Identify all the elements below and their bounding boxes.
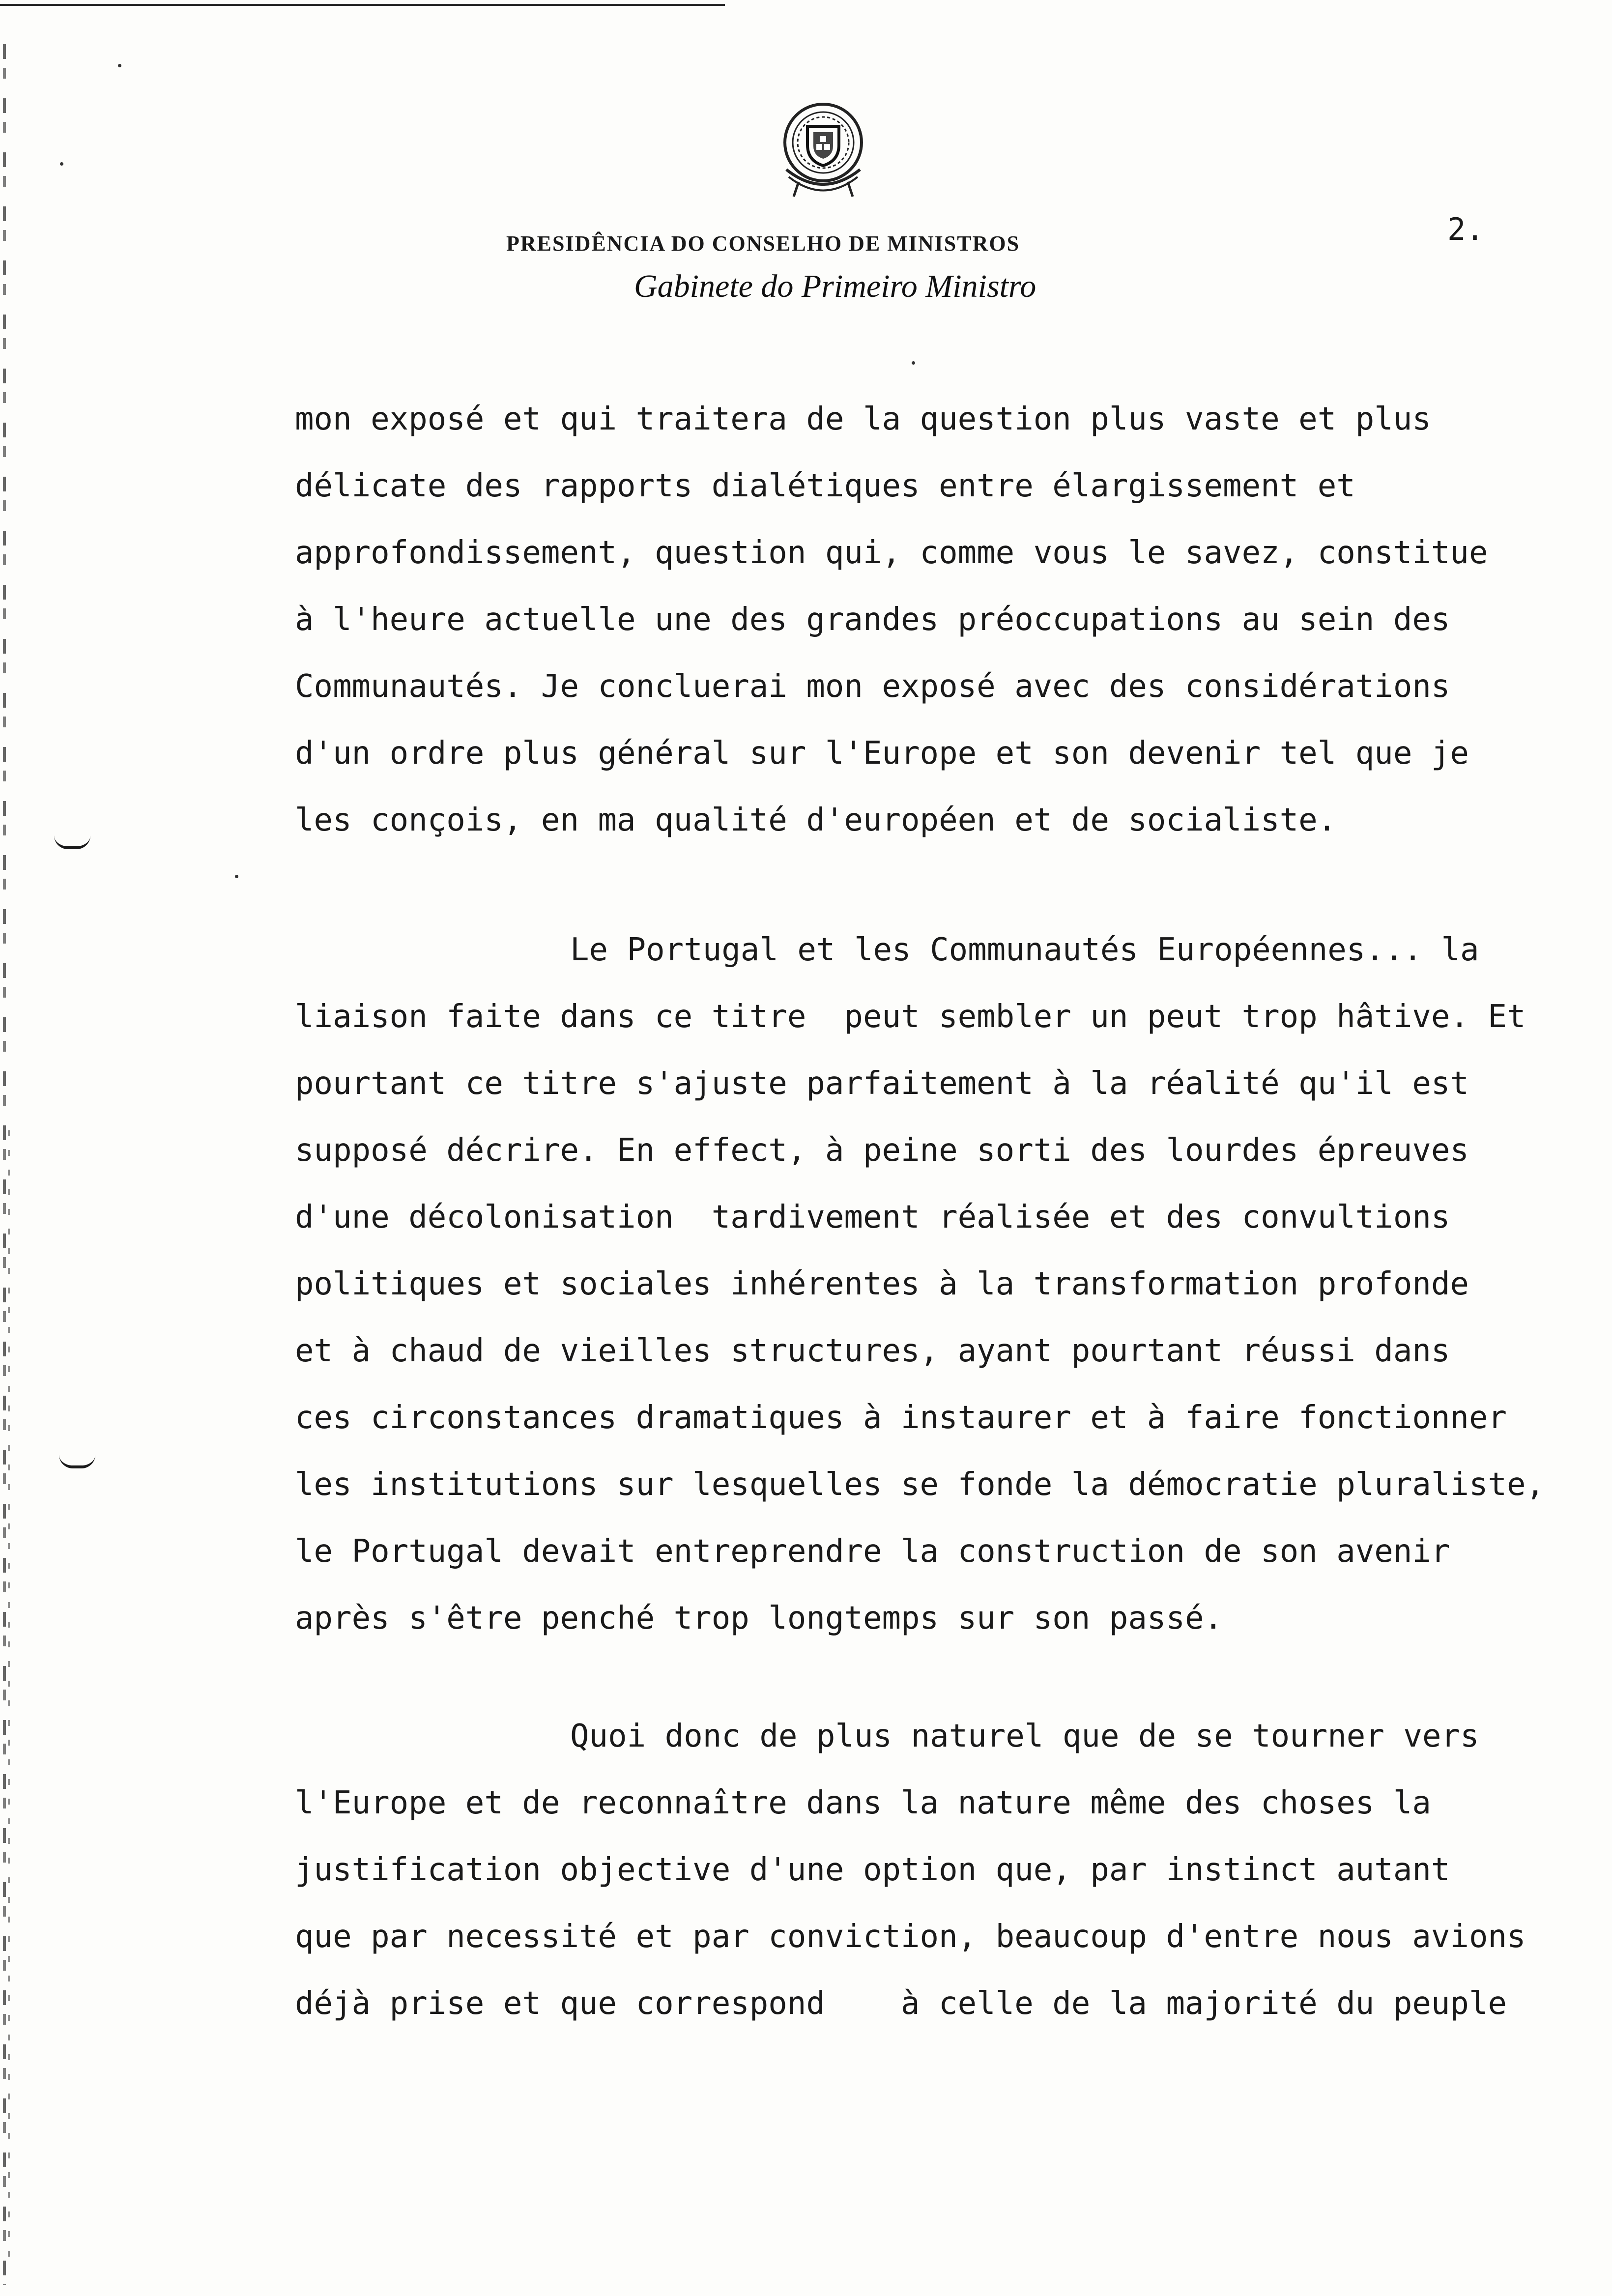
- punch-hole-mark: [54, 835, 90, 849]
- scan-left-edge-secondary: [8, 1130, 10, 2261]
- text-line: délicate des rapports dialétiques entre élargissement et: [295, 468, 1355, 504]
- scan-speck: [60, 162, 63, 166]
- text-line: liaison faite dans ce titre peut sembler un peut trop hâtive. Et: [295, 999, 1526, 1035]
- body-paragraph: [295, 1703, 1602, 2037]
- scan-speck: [912, 361, 915, 365]
- text-line: justification objective d'une option que, par instinct autant: [295, 1852, 1450, 1888]
- text-line: l'Europe et de reconnaître dans la nature même des choses la: [295, 1785, 1431, 1821]
- text-line: Le Portugal et les Communautés Européennes... la: [570, 932, 1479, 968]
- text-line: le Portugal devait entreprendre la construction de son avenir: [295, 1533, 1450, 1570]
- text-line: pourtant ce titre s'ajuste parfaitement à la réalité qu'il est: [295, 1065, 1469, 1102]
- portuguese-coat-of-arms-seal-icon: [769, 96, 877, 204]
- text-line: les conçois, en ma qualité d'européen et de socialiste.: [295, 802, 1337, 838]
- body-paragraph: [295, 917, 1602, 1652]
- text-line: Quoi donc de plus naturel que de se tourner vers: [570, 1718, 1479, 1754]
- punch-hole-mark: [59, 1455, 95, 1468]
- text-line: approfondissement, question qui, comme vous le savez, constitue: [295, 535, 1488, 571]
- text-line: politiques et sociales inhérentes à la transformation profonde: [295, 1266, 1469, 1302]
- text-line: ces circonstances dramatiques à instaurer et à faire fonctionner: [295, 1400, 1507, 1436]
- scan-speck: [235, 875, 238, 878]
- office-subheading: Gabinete do Primeiro Ministro: [634, 268, 1036, 304]
- text-line: après s'être penché trop longtemps sur son passé.: [295, 1600, 1223, 1636]
- text-line: d'un ordre plus général sur l'Europe et son devenir tel que je: [295, 735, 1469, 772]
- text-line: Communautés. Je concluerai mon exposé avec des considérations: [295, 668, 1450, 705]
- scan-top-rule: [0, 4, 725, 6]
- text-line: supposé décrire. En effect, à peine sorti des lourdes épreuves: [295, 1132, 1469, 1169]
- text-line: d'une décolonisation tardivement réalisée et des convultions: [295, 1199, 1450, 1235]
- text-line: à l'heure actuelle une des grandes préoccupations au sein des: [295, 602, 1450, 638]
- scan-left-edge: [3, 44, 6, 2285]
- scan-speck: [118, 64, 121, 67]
- body-paragraph: [295, 386, 1602, 854]
- page-number: 2.: [1447, 211, 1484, 247]
- text-line: et à chaud de vieilles structures, ayant pourtant réussi dans: [295, 1333, 1450, 1369]
- text-line: déjà prise et que correspond à celle de la majorité du peuple: [295, 1985, 1507, 2022]
- text-line: les institutions sur lesquelles se fonde la démocratie pluraliste,: [295, 1466, 1545, 1503]
- institution-heading: PRESIDÊNCIA DO CONSELHO DE MINISTROS: [506, 231, 1020, 256]
- text-line: mon exposé et qui traitera de la question plus vaste et plus: [295, 401, 1431, 437]
- text-line: que par necessité et par conviction, beaucoup d'entre nous avions: [295, 1919, 1526, 1955]
